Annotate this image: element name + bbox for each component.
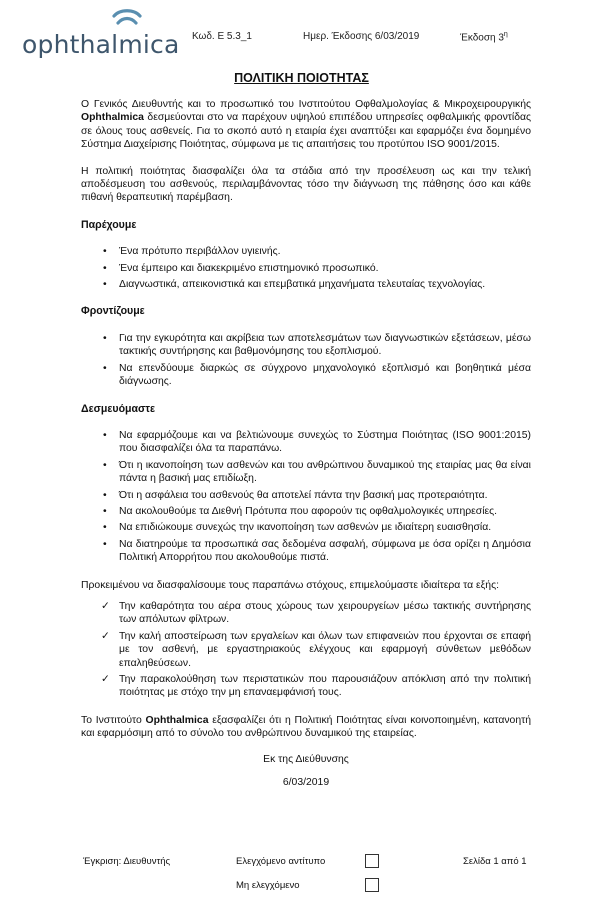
bullet-icon: • [103,459,107,471]
list-item: ✓ Την καθαρότητα του αέρα στους χώρους των χειρουργείων μέσω τακτικής συντήρησης των απόλυτων φίλτρων. [101,600,531,626]
signature-line: Εκ της Διεύθυνσης [263,753,349,765]
closing-paragraph: Το Ινστιτούτο Ophthalmica εξασφαλίζει ότι η Πολιτική Ποιότητας είναι κοινοποιημένη, κατανοητή και εφαρμόσιμη από το σύνολο του ανθρώπινου δυναμικού της εταιρείας. [81,714,531,740]
list-item: • Ότι η ασφάλεια του ασθενούς θα αποτελεί πάντα την βασική μας προτεραιότητα. [103,489,488,501]
document-version: Έκδοση $3^\eta$ [460,31,508,44]
bullet-icon: • [103,429,107,441]
logo-mark-icon [110,8,144,30]
section-heading-care: Φροντίζουμε [81,305,145,318]
bullet-icon: • [103,505,107,517]
page-title: ΠΟΛΙΤΙΚΗ ΠΟΙΟΤΗΤΑΣ [234,71,369,85]
intro-paragraph-2: Η πολιτική ποιότητας διασφαλίζει όλα τα στάδια από την προσέλευση ως και την τελική αποδέσμευση του ασθενούς, περιλαμβάνοντας τόσο την διάγνωση της πάθησης όσο και κάθε πιθανή θεραπευτική παρέμβαση. [81,165,531,204]
bullet-icon: • [103,279,107,291]
approval-label: Έγκριση: Διευθυντής [83,856,171,867]
commit-list [81,429,531,565]
issue-date: Ημερ. Έκδοσης 6/03/2019 [303,31,420,42]
checkmark-icon: ✓ [101,630,110,642]
controlled-copy-label: Ελεγχόμενο αντίτυπο [236,856,326,867]
objectives-intro: Προκειμένου να διασφαλίσουμε τους παραπάνω στόχους, επιμελούμαστε ιδιαίτερα τα εξής: [81,579,499,591]
section-heading-provide: Παρέχουμε [81,218,137,231]
objectives-list [81,600,531,700]
bullet-icon: • [103,489,107,501]
list-item: • Να διατηρούμε τα προσωπικά σας δεδομένα ασφαλή, σύμφωνα με όσα ορίζει η Δημόσια Πολιτική Απορρήτου που ακολουθούμε πιστά. [103,538,531,564]
document-header [0,0,603,70]
bullet-icon: • [103,246,107,258]
care-list [81,332,531,389]
provide-list [81,245,531,291]
list-item: ✓ Την καλή αποστείρωση των εργαλείων και όλων των επιφανειών που έρχονται σε επαφή με τον ασθενή, με εργαστηριακούς ελέγχους και εφαρμογή σύνθετων μεθόδων επαληθεύσεων. [101,630,531,669]
checkmark-icon: ✓ [101,600,110,612]
document-footer [0,850,603,900]
bullet-icon: • [103,522,107,534]
controlled-copy-checkbox[interactable] [365,854,379,868]
uncontrolled-copy-label: Μη ελεγχόμενο [236,880,300,891]
list-item: • Ότι η ικανοποίηση των ασθενών και του ανθρώπινου δυναμικού της εταιρίας μας θα είναι πάντα η βασική μας επιδίωξη. [103,459,531,485]
section-heading-commit: Δεσμευόμαστε [81,402,156,415]
logo-wordmark: ophthalmica [22,30,180,59]
checkmark-icon: ✓ [101,674,110,685]
list-item: • Να επενδύουμε διαρκώς σε σύγχρονο μηχανολογικό εξοπλισμό και βοηθητικά μέσα διάγνωσης. [103,362,531,388]
intro-paragraph-1: Ο Γενικός Διευθυντής και το προσωπικό του Ινστιτούτου Οφθαλμολογίας & Μικροχειρουργικής Ophthalmica δεσμεύονται στο να παρέχουν υψηλού επιπέδου υπηρεσίες οφθαλμικής φροντίδας σε όλους τους ασθενείς. Για το σκοπό αυτό η εταιρία έχει αναπτύξει και εφαρμόζει ένα δομημένο Σύστημα Διαχείρισης Ποιότητας, σύμφωνα με τις απαιτήσεις του προτύπου ISO 9001/2015. [81,99,531,151]
ophthalmica-logo [22,8,187,60]
list-item: • Να ακολουθούμε τα Διεθνή Πρότυπα που αφορούν τις οφθαλμολογικές υπηρεσίες. [103,505,498,517]
signature-date: 6/03/2019 [282,777,330,789]
list-item: ✓ Την παρακολούθηση των περιστατικών που παρουσιάζουν απόκλιση από την πολιτική ποιότητας με στόχο την μη επαναεμφάνισή τους. [101,674,531,699]
document-body [81,98,531,789]
bullet-icon: • [103,362,107,374]
list-item: • Διαγνωστικά, απεικονιστικά και επεμβατικά μηχανήματα τελευταίας τεχνολογίας. [103,279,486,291]
list-item: • Για την εγκυρότητα και ακρίβεια των αποτελεσμάτων των διαγνωστικών εξετάσεων, μέσω τακτικής συντήρησης και βαθμονόμησης του εξοπλισμού. [103,332,531,358]
page-number: Σελίδα 1 από 1 [463,856,527,867]
bullet-icon: • [103,332,107,344]
list-item: • Ένα πρότυπο περιβάλλον υγιεινής. [103,246,281,258]
uncontrolled-copy-checkbox[interactable] [365,878,379,892]
list-item: • Να επιδιώκουμε συνεχώς την ικανοποίηση των ασθενών με ιδιαίτερη ευαισθησία. [103,522,492,534]
bullet-icon: • [103,538,107,550]
document-code: Κωδ. Ε 5.3_1 [192,31,252,42]
list-item: • Ένα έμπειρο και διακεκριμένο επιστημονικό προσωπικό. [103,262,379,274]
bullet-icon: • [103,262,107,274]
list-item: • Να εφαρμόζουμε και να βελτιώνουμε συνεχώς το Σύστημα Ποιότητας (ISO 9001:2015) που διασφαλίζει όλα τα παραπάνω. [103,429,531,455]
